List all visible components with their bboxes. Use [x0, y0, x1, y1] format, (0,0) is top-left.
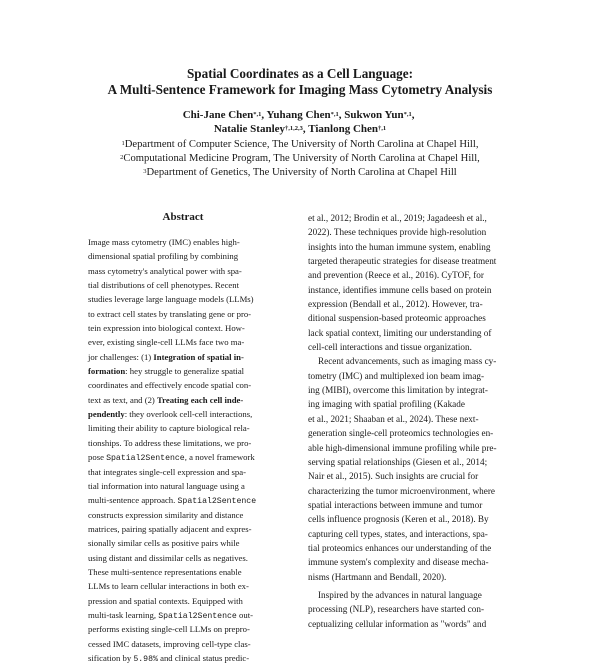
body-line: tial proteomics enhances our understanding of the [308, 542, 492, 553]
abstract-line: to extract cell states by translating gene or pro- [88, 308, 252, 319]
abstract-line: cessed IMC datasets, improving cell-type clas- [88, 638, 251, 649]
body-line: 2022). These techniques provide high-resolution [308, 227, 487, 238]
abstract-line: mass cytometry's analytical power with spa- [88, 265, 242, 276]
abstract-line [88, 407, 278, 421]
abstract-heading: Abstract [162, 211, 204, 223]
abstract-text: and clinical status predic- [157, 652, 250, 663]
body-line: insights into the human immune system, enabling [308, 241, 491, 252]
abstract-text: jor challenges: (1) [88, 351, 154, 362]
affiliation-2 [0, 151, 600, 166]
abstract-line: matrices, pairing spatially adjacent and expres- [88, 523, 252, 534]
body-line: instance, identifies immune cells based on protein [308, 284, 492, 295]
abstract-line: that integrates single-cell expression and spa- [88, 466, 247, 477]
body-line: targeted therapeutic strategies for disease treatment [308, 256, 497, 267]
abstract-line: using distant and dissimilar cells as negatives. [88, 552, 248, 563]
author-separator: , [302, 123, 309, 135]
author-separator: , [261, 109, 267, 121]
author-affil-mark: †,1 [378, 125, 387, 132]
method-name: Spatial2Sentence [177, 497, 257, 507]
abstract-text: multi-task learning, [88, 609, 159, 620]
body-line: et al., 2012; Brodin et al., 2019; Jagadeesh et al., [308, 213, 487, 223]
abstract-text: , a novel framework [184, 452, 255, 463]
author-name: Chi-Jane Chen [182, 109, 254, 121]
author-line-2 [0, 122, 600, 137]
introduction-body [308, 211, 526, 631]
body-line: characterizing the tumor microenvironment, where [308, 485, 495, 496]
body-line: Recent advancements, such as imaging mass cy- [318, 356, 497, 367]
body-line: tometry (IMC) and multiplexed ion beam imag- [308, 370, 485, 381]
abstract-emphasis: Treating each cell inde- [157, 394, 244, 405]
body-line: processing (NLP), researchers have started con- [308, 604, 485, 615]
abstract-line: limiting their ability to capture biological rela- [88, 423, 250, 434]
body-line: expression (Bendall et al., 2012). However, tra- [308, 299, 483, 310]
paper-title-line-2: A Multi-Sentence Framework for Imaging Mass Cytometry Analysis [107, 82, 493, 97]
body-line: capturing cell types, states, and interactions, spa- [308, 528, 488, 539]
body-line: serving spatial relationships (Giesen et al., 2014; [308, 456, 488, 467]
author-line-1 [0, 108, 600, 123]
body-line: and prevention (Reece et al., 2016). CyTOF, for [308, 270, 484, 281]
metric-value: 5.98% [133, 654, 158, 664]
abstract-text: : hey struggle to generalize spatial [125, 366, 245, 377]
body-line: Nair et al., 2015). Such insights are crucial for [308, 471, 479, 482]
author-name: Sukwon Yun [344, 109, 404, 121]
abstract-line: tionships. To address these limitations, we pro- [88, 437, 252, 448]
abstract-line [88, 608, 278, 622]
author-affil-mark: *,1 [330, 111, 339, 118]
affiliation-mark: 2 [120, 154, 124, 161]
author-separator: , [338, 109, 345, 121]
body-line: ing (MIBI), overcome this limitation by integrat- [308, 385, 488, 396]
affiliation-3 [0, 165, 600, 180]
affiliation-mark: 3 [143, 168, 147, 175]
abstract-line [88, 393, 278, 407]
author-name: Tianlong Chen [308, 123, 379, 135]
abstract-line: sionally similar cells as positive pairs while [88, 538, 240, 549]
abstract-text: out- [236, 609, 254, 620]
abstract-line: constructs expression similarity and distance [88, 509, 244, 520]
abstract-line: dimensional spatial profiling by combining [88, 251, 239, 262]
affiliation-mark: 1 [121, 140, 125, 147]
abstract-line: tial information into natural language using a [88, 480, 245, 491]
body-line: nisms (Hartmann and Bendall, 2020). [308, 571, 447, 582]
abstract-text: pose [88, 452, 107, 463]
body-line: ing imaging with spatial profiling (Kakade [308, 399, 465, 410]
affiliation-text: Department of Computer Science, The University of North Carolina at Chapel Hill, [124, 139, 479, 150]
author-separator: , [411, 109, 418, 121]
author-affil-mark: *,1 [403, 111, 412, 118]
affiliation-text: Department of Genetics, The University of North Carolina at Chapel Hill [146, 167, 457, 178]
body-line: ceptualizing cellular information as "words" and [308, 618, 487, 629]
body-line: Inspired by the advances in natural language [318, 589, 482, 600]
affiliation-text: Computational Medicine Program, The University of North Carolina at Chapel Hill, [123, 153, 480, 164]
abstract-body [88, 235, 278, 665]
abstract-emphasis: formation [88, 366, 126, 377]
abstract-text: : they overlook cell-cell interactions, [124, 409, 253, 420]
abstract-line [88, 651, 278, 665]
abstract-line [88, 364, 278, 378]
abstract-line: tial distributions of cell phenotypes. Recent [88, 280, 240, 291]
body-line: immune system's complexity and disease mecha- [308, 557, 489, 568]
abstract-line: LLMs to learn cellular interactions in both ex- [88, 581, 249, 592]
abstract-line: studies leverage large language models (LLMs) [88, 294, 254, 305]
abstract-line: ever, existing single-cell LLMs face two ma- [88, 337, 245, 348]
body-line: cell-cell interactions and tissue organization. [308, 342, 472, 353]
abstract-text: text as text, and (2) [88, 394, 157, 405]
method-name: Spatial2Sentence [158, 611, 237, 621]
body-line: et al., 2021; Shaaban et al., 2024). These next- [308, 413, 479, 424]
abstract-text: sification by [88, 652, 134, 663]
body-line: cells influence prognosis (Keren et al., 2018). By [308, 514, 489, 525]
affiliation-1 [0, 137, 600, 152]
abstract-line [88, 493, 278, 507]
body-line: lack spatial context, limiting our understanding of [308, 327, 492, 338]
abstract-line [88, 450, 278, 464]
abstract-text: multi-sentence approach. [88, 495, 178, 506]
author-name: Natalie Stanley [213, 123, 286, 135]
abstract-line: pression and spatial contexts. Equipped with [88, 595, 243, 606]
body-line: ditional suspension-based proteomic approaches [308, 313, 486, 324]
abstract-line [88, 350, 278, 364]
author-name: Yuhang Chen [266, 109, 331, 121]
method-name: Spatial2Sentence [106, 454, 185, 464]
author-affil-mark: *,1 [253, 111, 262, 118]
abstract-line: tein expression into biological context. How- [88, 323, 245, 334]
abstract-emphasis: pendently [88, 409, 125, 420]
author-affil-mark: †,1,2,3 [285, 125, 303, 132]
body-line: able high-dimensional immune profiling while pre- [308, 442, 497, 453]
body-line: generation single-cell proteomics technologies en- [308, 428, 494, 439]
abstract-line: These multi-sentence representations enable [88, 566, 242, 577]
abstract-line: performs existing single-cell LLMs on prepro- [88, 624, 250, 635]
abstract-emphasis: Integration of spatial in- [153, 351, 244, 362]
abstract-line: coordinates and effectively encode spatial con- [88, 380, 252, 391]
body-line: spatial interactions between immune and tumor [308, 499, 483, 510]
paper-title-line-1: Spatial Coordinates as a Cell Language: [186, 66, 414, 81]
abstract-line: Image mass cytometry (IMC) enables high- [88, 237, 240, 247]
